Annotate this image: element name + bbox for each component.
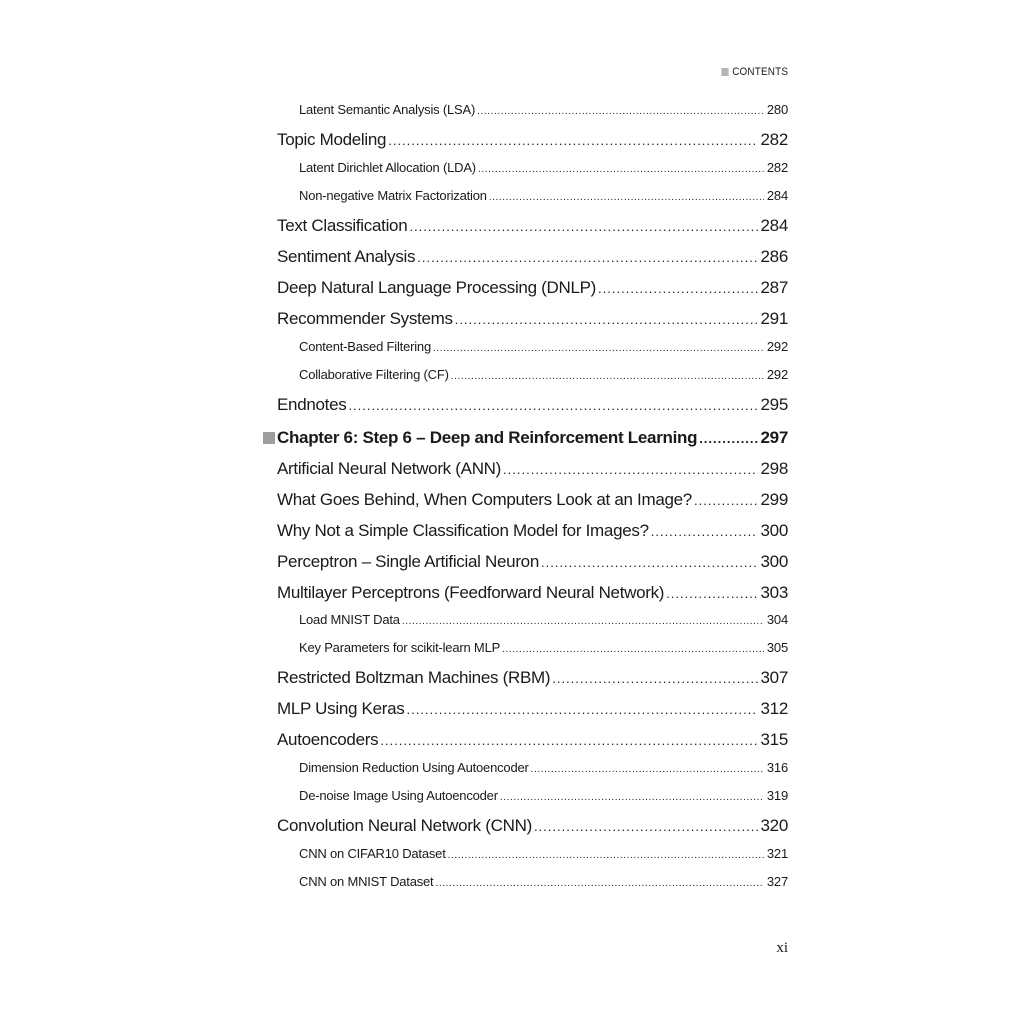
toc-entry-title: Autoencoders	[277, 730, 379, 749]
toc-entry-title: What Goes Behind, When Computers Look at an Image?	[277, 490, 692, 509]
dot-leader	[409, 219, 757, 234]
dot-leader	[503, 462, 758, 477]
toc-entry-page: 304	[766, 612, 788, 627]
toc-entry-title: Collaborative Filtering (CF)	[299, 367, 449, 382]
toc-entry	[299, 160, 788, 175]
toc-entry	[299, 760, 788, 775]
toc-entry	[299, 339, 788, 354]
toc-entry	[277, 490, 788, 510]
toc-entry-title: Load MNIST Data	[299, 612, 400, 627]
toc-entry	[299, 640, 788, 655]
toc-entry-title: Key Parameters for scikit-learn MLP	[299, 640, 501, 655]
dot-leader	[598, 281, 757, 296]
toc-entry	[277, 583, 788, 603]
dot-leader	[388, 133, 757, 148]
dot-leader	[451, 371, 764, 382]
toc-entry	[277, 216, 788, 236]
dot-leader	[500, 792, 764, 803]
toc-entry-page: 300	[760, 521, 788, 540]
toc-entry	[277, 459, 788, 479]
dot-leader	[699, 431, 757, 446]
dot-leader	[435, 878, 763, 889]
toc-entry-page: 280	[766, 102, 788, 117]
toc-entry-page: 298	[760, 459, 788, 478]
toc-entry	[277, 309, 788, 329]
toc-entry-page: 292	[766, 339, 788, 354]
toc-entry-title: Sentiment Analysis	[277, 247, 416, 266]
toc-entry-title: Latent Semantic Analysis (LSA)	[299, 102, 476, 117]
dot-leader	[402, 616, 764, 627]
dot-leader	[448, 850, 764, 861]
toc-entry-page: 291	[760, 309, 788, 328]
toc-entry	[277, 395, 788, 415]
dot-leader	[455, 312, 758, 327]
dot-leader	[348, 398, 757, 413]
dot-leader	[380, 733, 757, 748]
square-bullet-icon	[721, 68, 728, 76]
toc-entry	[299, 612, 788, 627]
toc-entry	[299, 788, 788, 803]
toc-entry-title: MLP Using Keras	[277, 699, 405, 718]
toc-entry-page: 287	[760, 278, 788, 297]
toc-entry-title: Text Classification	[277, 216, 408, 235]
dot-leader	[541, 555, 758, 570]
toc-entry	[277, 521, 788, 541]
toc-entry-page: 282	[766, 160, 788, 175]
dot-leader	[406, 702, 757, 717]
toc-entry-title: Dimension Reduction Using Autoencoder	[299, 760, 529, 775]
toc-entry	[299, 874, 788, 889]
toc-entry	[277, 130, 788, 150]
toc-entry-page: 320	[760, 816, 788, 835]
toc-entry-title: Endnotes	[277, 395, 347, 414]
toc-entry	[299, 367, 788, 382]
toc-entry-page: 315	[760, 730, 788, 749]
toc-entry	[277, 247, 788, 267]
toc-entry-title: Why Not a Simple Classification Model for Images?	[277, 521, 649, 540]
toc-entry-page: 286	[760, 247, 788, 266]
toc-entry-page: 307	[760, 668, 788, 687]
toc-entry-title: Non-negative Matrix Factorization	[299, 188, 487, 203]
dot-leader	[417, 250, 757, 265]
toc-entry-page: 327	[766, 874, 788, 889]
toc-entry	[299, 102, 788, 117]
toc-entry-page: 321	[766, 846, 788, 861]
toc-entry	[277, 668, 788, 688]
toc-entry-title: Convolution Neural Network (CNN)	[277, 816, 532, 835]
toc-entry-title: CNN on CIFAR10 Dataset	[299, 846, 446, 861]
dot-leader	[477, 106, 764, 117]
toc-entry-title: Deep Natural Language Processing (DNLP)	[277, 278, 597, 297]
toc-entry	[277, 816, 788, 836]
running-header-label: CONTENTS	[732, 66, 788, 78]
square-bullet-icon	[263, 432, 275, 444]
toc-entry-title: Chapter 6: Step 6 – Deep and Reinforcement Learning	[277, 428, 698, 447]
toc-entry-page: 300	[760, 552, 788, 571]
toc-chapter-entry	[263, 428, 788, 448]
dot-leader	[433, 343, 764, 354]
toc-entry	[277, 730, 788, 750]
toc-entry-title: Content-Based Filtering	[299, 339, 431, 354]
dot-leader	[502, 644, 764, 655]
toc-entry	[277, 278, 788, 298]
dot-leader	[666, 586, 757, 601]
dot-leader	[478, 164, 764, 175]
toc-entry-page: 284	[760, 216, 788, 235]
toc-entry-page: 299	[760, 490, 788, 509]
toc-entry-page: 282	[760, 130, 788, 149]
toc-entry-page: 295	[760, 395, 788, 414]
running-header	[721, 66, 788, 78]
toc-entry-page: 305	[766, 640, 788, 655]
toc-entry-page: 319	[766, 788, 788, 803]
toc-entry	[277, 699, 788, 719]
toc-entry-page: 312	[760, 699, 788, 718]
toc-entry-title: Multilayer Perceptrons (Feedforward Neural Network)	[277, 583, 665, 602]
toc-entry-page: 284	[766, 188, 788, 203]
toc-entry-title: Topic Modeling	[277, 130, 387, 149]
toc-entry-title: Latent Dirichlet Allocation (LDA)	[299, 160, 476, 175]
page-number: xi	[776, 940, 788, 956]
toc-entry-title: Recommender Systems	[277, 309, 453, 328]
toc-entry-title: Artificial Neural Network (ANN)	[277, 459, 502, 478]
toc-entry-title: De-noise Image Using Autoencoder	[299, 788, 498, 803]
dot-leader	[534, 819, 758, 834]
toc-entry-page: 316	[766, 760, 788, 775]
dot-leader	[651, 524, 758, 539]
dot-leader	[489, 192, 764, 203]
dot-leader	[531, 764, 764, 775]
toc-entry	[299, 846, 788, 861]
dot-leader	[552, 671, 757, 686]
toc-entry-title: Restricted Boltzman Machines (RBM)	[277, 668, 551, 687]
toc-entry	[299, 188, 788, 203]
dot-leader	[694, 493, 758, 508]
toc-entry-page: 303	[760, 583, 788, 602]
toc-entry-title: CNN on MNIST Dataset	[299, 874, 434, 889]
toc-entry-page: 292	[766, 367, 788, 382]
toc-entry-title: Perceptron – Single Artificial Neuron	[277, 552, 539, 571]
toc-entry-page: 297	[760, 428, 788, 447]
toc-entry	[277, 552, 788, 572]
